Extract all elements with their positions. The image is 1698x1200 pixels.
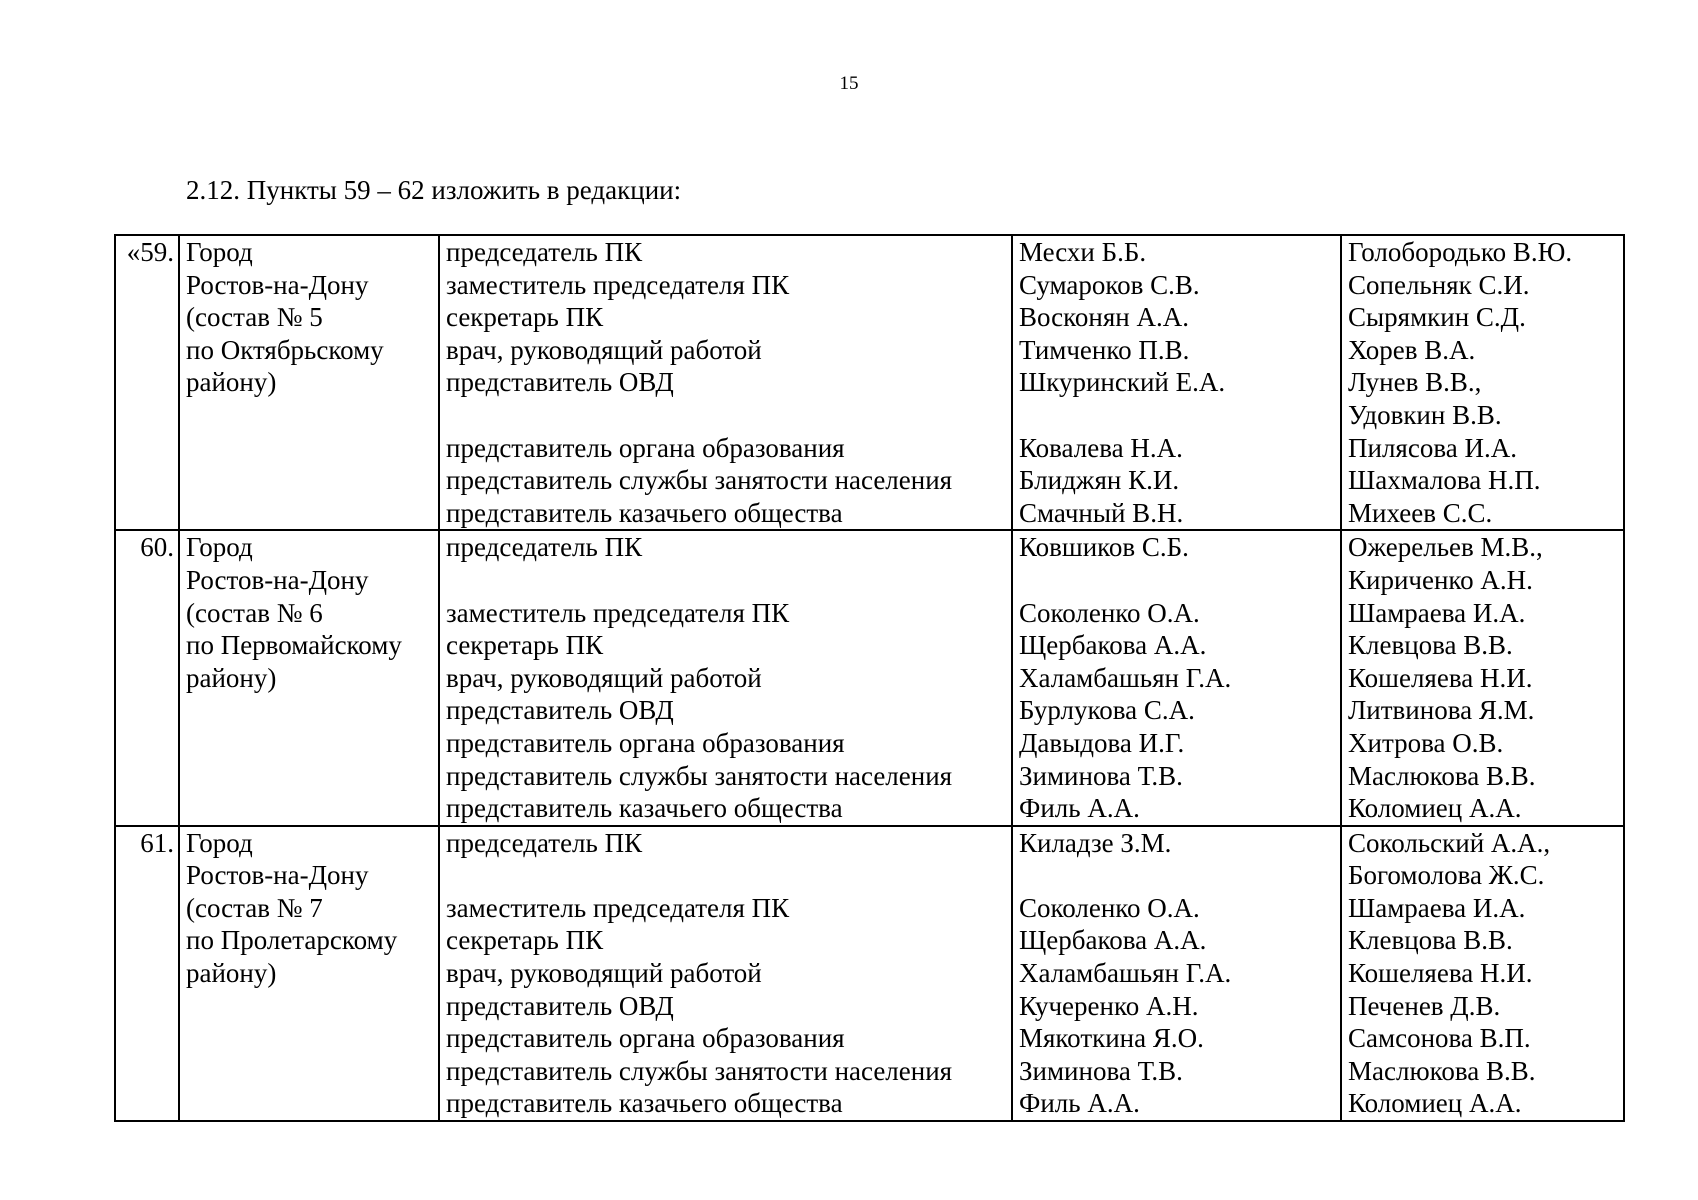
reserve-line: Кошеляева Н.И.	[1348, 958, 1533, 989]
member-line	[1019, 399, 1336, 432]
member-line: Щербакова А.А.	[1019, 925, 1207, 956]
role-line: представитель казачьего общества	[446, 497, 843, 528]
member-line: Филь А.А.	[1019, 1088, 1140, 1119]
role-line: представитель казачьего общества	[446, 1088, 843, 1119]
role-line: представитель ОВД	[446, 990, 674, 1021]
reserves-cell	[1341, 530, 1624, 825]
item-number: «59.	[115, 235, 179, 530]
place-line: (состав № 7	[186, 892, 323, 923]
role-line: врач, руководящий работой	[446, 662, 762, 693]
place-cell	[179, 530, 439, 825]
member-line: Сумароков С.В.	[1019, 269, 1200, 300]
roles-cell	[439, 826, 1012, 1121]
member-line: Смачный В.Н.	[1019, 497, 1184, 528]
member-line: Соколенко О.А.	[1019, 892, 1200, 923]
role-line: представитель ОВД	[446, 695, 674, 726]
reserve-line: Богомолова Ж.С.	[1348, 860, 1545, 891]
commission-table-body	[115, 235, 1624, 1121]
role-line: секретарь ПК	[446, 630, 604, 661]
members-cell	[1012, 826, 1341, 1121]
member-line: Халамбашьян Г.А.	[1019, 662, 1232, 693]
role-line: представитель службы занятости населения	[446, 1055, 953, 1086]
reserve-line: Клевцова В.В.	[1348, 925, 1513, 956]
member-line: Давыдова И.Г.	[1019, 727, 1185, 758]
reserve-line: Шахмалова Н.П.	[1348, 465, 1541, 496]
member-line: Бурлукова С.А.	[1019, 695, 1195, 726]
commission-table	[114, 234, 1625, 1122]
reserve-line: Маслюкова В.В.	[1348, 1055, 1536, 1086]
member-line: Кучеренко А.Н.	[1019, 990, 1199, 1021]
member-line: Ковшиков С.Б.	[1019, 532, 1189, 563]
role-line: председатель ПК	[446, 827, 643, 858]
member-line: Восконян А.А.	[1019, 302, 1189, 333]
role-line: секретарь ПК	[446, 925, 604, 956]
place-line: Ростов-на-Дону	[186, 564, 369, 595]
table-row	[115, 235, 1624, 530]
reserve-line: Коломиец А.А.	[1348, 793, 1522, 824]
place-line: району)	[186, 958, 277, 989]
member-line: Блиджян К.И.	[1019, 465, 1180, 496]
member-line: Щербакова А.А.	[1019, 630, 1207, 661]
reserves-cell	[1341, 826, 1624, 1121]
reserve-line: Сокольский А.А.,	[1348, 827, 1551, 858]
place-line: Ростов-на-Дону	[186, 269, 369, 300]
member-line: Месхи Б.Б.	[1019, 237, 1147, 267]
role-line: заместитель председателя ПК	[446, 892, 790, 923]
place-cell	[179, 235, 439, 530]
reserve-line: Михеев С.С.	[1348, 497, 1493, 528]
reserve-line: Клевцова В.В.	[1348, 630, 1513, 661]
item-number: 60.	[115, 530, 179, 825]
role-line: врач, руководящий работой	[446, 958, 762, 989]
place-line: району)	[186, 367, 277, 398]
place-line: (состав № 5	[186, 302, 323, 333]
role-line: представитель органа образования	[446, 1023, 845, 1054]
role-line: секретарь ПК	[446, 302, 604, 333]
place-line: району)	[186, 662, 277, 693]
member-line: Соколенко О.А.	[1019, 597, 1200, 628]
member-line: Филь А.А.	[1019, 793, 1140, 824]
member-line: Мякоткина Я.О.	[1019, 1023, 1204, 1054]
table-row	[115, 530, 1624, 825]
member-line: Тимченко П.В.	[1019, 334, 1190, 365]
role-line: представитель казачьего общества	[446, 793, 843, 824]
reserve-line: Печенев Д.В.	[1348, 990, 1501, 1021]
reserve-line: Шамраева И.А.	[1348, 597, 1526, 628]
role-line: представитель органа образования	[446, 727, 845, 758]
place-cell	[179, 826, 439, 1121]
reserve-line: Ожерельев М.В.,	[1348, 532, 1543, 563]
reserve-line: Пилясова И.А.	[1348, 432, 1517, 463]
table-row	[115, 826, 1624, 1121]
reserve-line: Сопельняк С.И.	[1348, 269, 1530, 300]
reserve-line: Коломиец А.А.	[1348, 1088, 1522, 1119]
member-line: Зиминова Т.В.	[1019, 760, 1183, 791]
intro-paragraph: 2.12. Пункты 59 – 62 изложить в редакции:	[186, 175, 682, 205]
member-line	[1019, 859, 1336, 892]
reserve-line: Кошеляева Н.И.	[1348, 662, 1533, 693]
member-line: Халамбашьян Г.А.	[1019, 958, 1232, 989]
members-cell	[1012, 530, 1341, 825]
roles-cell	[439, 235, 1012, 530]
place-line: Город	[186, 532, 253, 563]
role-line: представитель ОВД	[446, 367, 674, 398]
place-line: Ростов-на-Дону	[186, 860, 369, 891]
role-line	[446, 564, 1007, 597]
reserves-cell	[1341, 235, 1624, 530]
roles-cell	[439, 530, 1012, 825]
role-line: председатель ПК	[446, 237, 643, 267]
reserve-line: Литвинова Я.М.	[1348, 695, 1535, 726]
member-line: Зиминова Т.В.	[1019, 1055, 1183, 1086]
member-line: Шкуринский Е.А.	[1019, 367, 1226, 398]
members-cell	[1012, 235, 1341, 530]
reserve-line: Голобородько В.Ю.	[1348, 237, 1573, 267]
reserve-line: Сырямкин С.Д.	[1348, 302, 1526, 333]
role-line	[446, 859, 1007, 892]
place-line: Город	[186, 237, 253, 267]
reserve-line: Хитрова О.В.	[1348, 727, 1504, 758]
place-line: (состав № 6	[186, 597, 323, 628]
reserve-line: Хорев В.А.	[1348, 334, 1476, 365]
reserve-line: Кириченко А.Н.	[1348, 564, 1533, 595]
reserve-line: Удовкин В.В.	[1348, 399, 1502, 430]
role-line: представитель службы занятости населения	[446, 465, 953, 496]
place-line: по Октябрьскому	[186, 334, 384, 365]
member-line: Ковалева Н.А.	[1019, 432, 1183, 463]
role-line: председатель ПК	[446, 532, 643, 563]
role-line: врач, руководящий работой	[446, 334, 762, 365]
reserve-line: Шамраева И.А.	[1348, 892, 1526, 923]
reserve-line: Самсонова В.П.	[1348, 1023, 1531, 1054]
member-line: Киладзе З.М.	[1019, 827, 1172, 858]
place-line: по Пролетарскому	[186, 925, 398, 956]
member-line	[1019, 564, 1336, 597]
role-line: представитель органа образования	[446, 432, 845, 463]
role-line	[446, 399, 1007, 432]
place-line: по Первомайскому	[186, 630, 402, 661]
role-line: заместитель председателя ПК	[446, 269, 790, 300]
reserve-line: Маслюкова В.В.	[1348, 760, 1536, 791]
place-line: Город	[186, 827, 253, 858]
item-number: 61.	[115, 826, 179, 1121]
reserve-line: Лунев В.В.,	[1348, 367, 1482, 398]
role-line: представитель службы занятости населения	[446, 760, 953, 791]
page-number: 15	[839, 73, 859, 94]
role-line: заместитель председателя ПК	[446, 597, 790, 628]
